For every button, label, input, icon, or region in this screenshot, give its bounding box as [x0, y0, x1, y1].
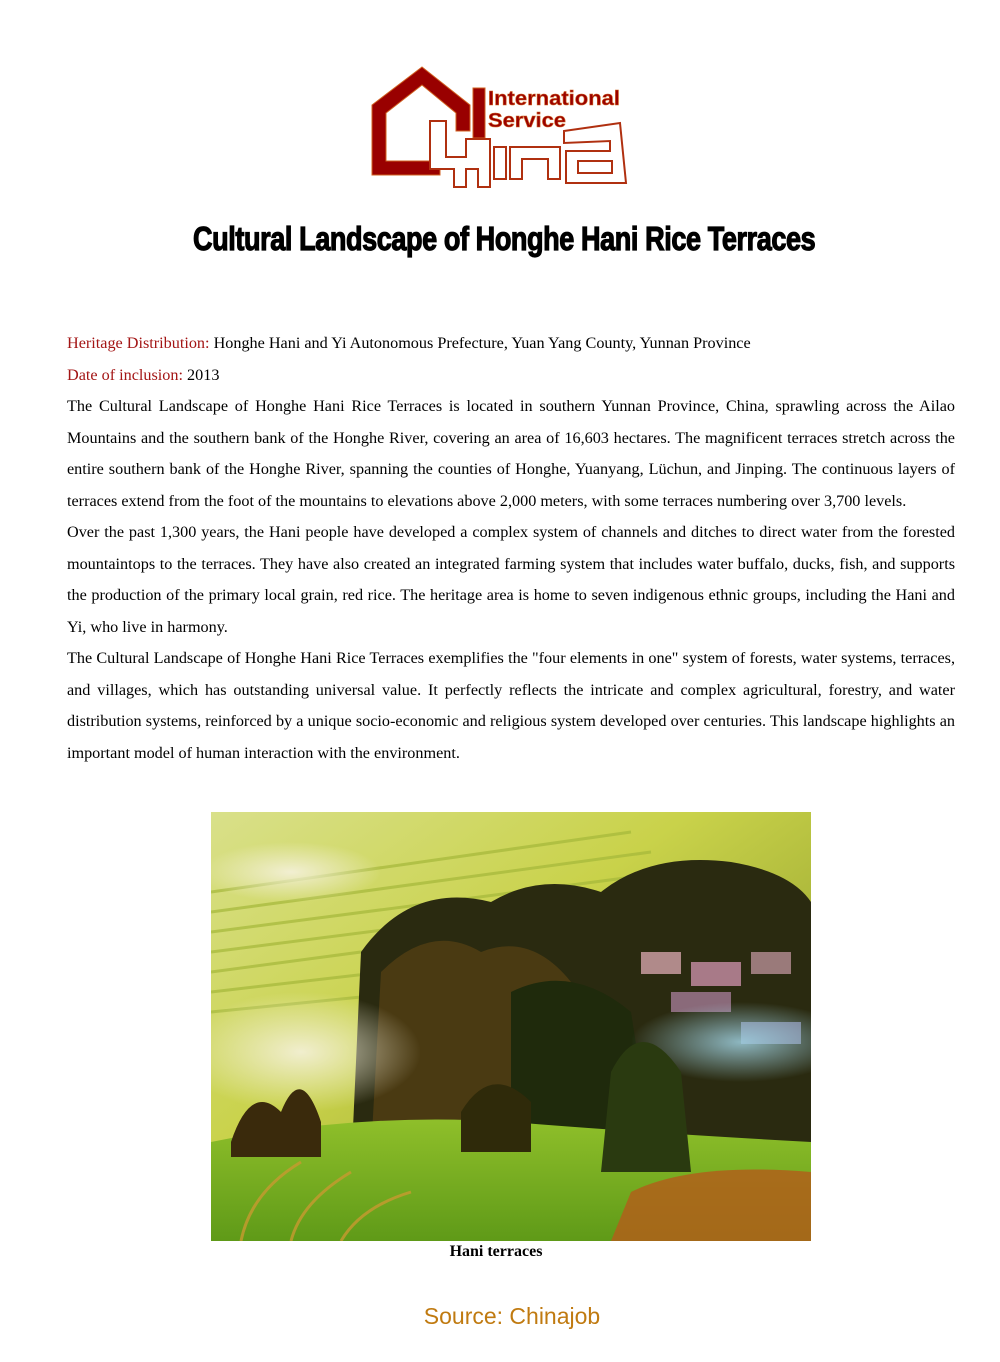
logo-text-international: International: [488, 88, 620, 110]
logo-letter-a: [564, 123, 626, 183]
logo-text-service: Service: [488, 110, 566, 132]
heritage-distribution-value: Honghe Hani and Yi Autonomous Prefecture, Yuan Yang County, Yunnan Province: [213, 334, 751, 352]
china-international-service-logo: [370, 65, 632, 193]
page-title: Cultural Landscape of Honghe Hani Rice Terraces: [193, 220, 816, 257]
paragraph: The Cultural Landscape of Honghe Hani Rice Terraces is located in southern Yunnan Province, China, sprawling across the Ailao Mountains and the southern bank of the Honghe River, covering an area of 16,603 hectares. The magnificent terraces stretch across the entire southern bank of the Honghe River, spanning the counties of Honghe, Yuanyang, Lüchun, and Jinping. The continuous layers of terraces extend from the foot of the mountains to elevations above 2,000 meters, with some terraces numbering over 3,700 levels.: [67, 397, 955, 510]
date-of-inclusion-value: 2013: [187, 365, 220, 384]
date-of-inclusion-label: Date of inclusion:: [67, 365, 183, 384]
article-body: [67, 328, 955, 769]
logo-letter-i: [494, 147, 506, 179]
heritage-distribution-label: Heritage Distribution:: [67, 334, 210, 352]
logo-bar: [473, 88, 485, 138]
date-of-inclusion: [67, 360, 955, 392]
paragraph: Over the past 1,300 years, the Hani people have developed a complex system of channels and ditches to direct water from the forested mountaintops to the terraces. They have also created an integrated farming system that includes water buffalo, ducks, fish, and supports the production of the primary local grain, red rice. The heritage area is home to seven indigenous ethnic groups, including the Hani and Yi, who live in harmony.: [67, 523, 955, 636]
figure-caption: Hani terraces: [449, 1243, 543, 1260]
heritage-distribution: [67, 328, 955, 360]
hani-terraces-photo: [211, 812, 811, 1241]
paragraph: The Cultural Landscape of Honghe Hani Rice Terraces exemplifies the "four elements in one" system of forests, water systems, terraces, and villages, which has outstanding universal value. It perfectly reflects the intricate and complex agricultural, forestry, and water distribution systems, reinforced by a unique socio-economic and religious system developed over centuries. This landscape highlights an important model of human interaction with the environment.: [67, 649, 955, 762]
logo-letter-n: [510, 147, 560, 179]
source-credit: Source: Chinajob: [423, 1303, 601, 1329]
